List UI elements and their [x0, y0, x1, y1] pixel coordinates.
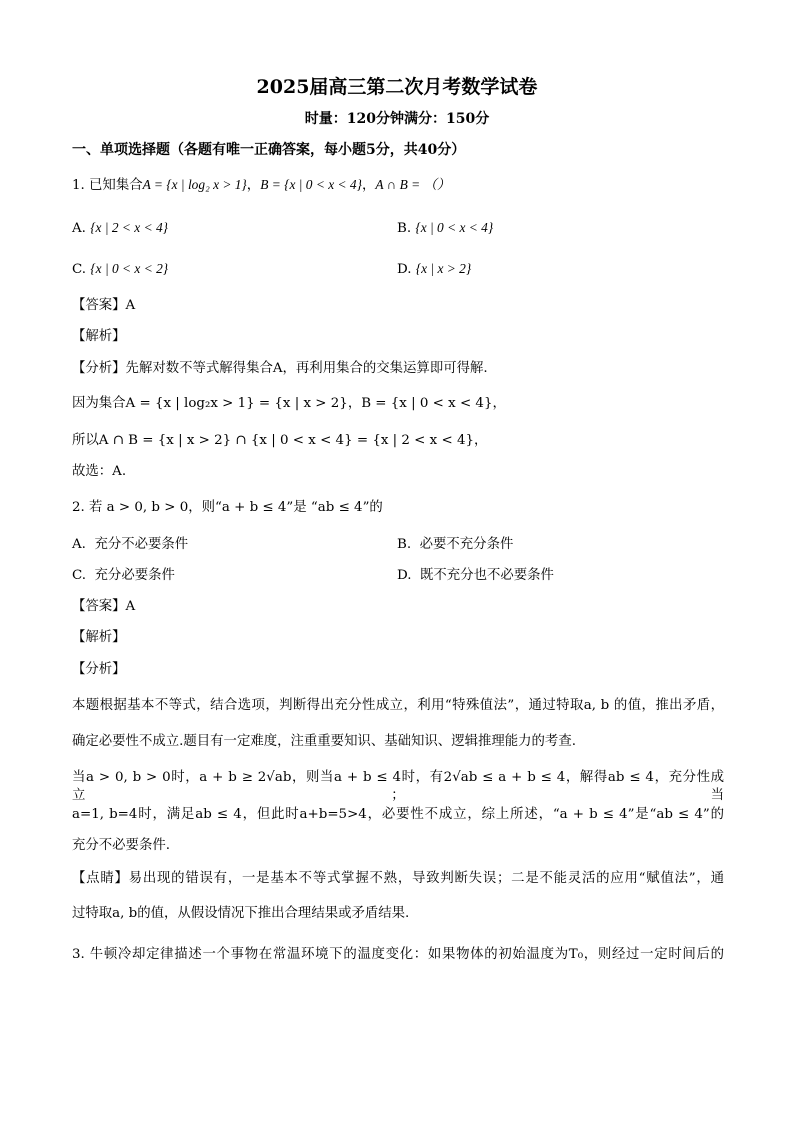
q2-option-b [397, 536, 513, 554]
option-text: 充分必要条件 [94, 568, 175, 583]
q2-stem: 2. 若 a > 0, b > 0，则“a + b ≤ 4”是 “ab ≤ 4”的 [72, 500, 383, 515]
q1-stem [72, 176, 450, 195]
q1-option-b [397, 219, 493, 238]
option-label: C. [72, 568, 87, 583]
q2-para-2-line-3: 充分不必要条件. [72, 838, 170, 853]
exam-time-score: 时量：120分钟满分：150分 [304, 111, 490, 127]
section-heading: 一、单项选择题（各题有唯一正确答案，每小题5分，共40分） [72, 142, 466, 158]
q1-answer: 【答案】A [72, 298, 136, 313]
q2-para-2-line-1: 当a > 0, b > 0时，a + b ≥ 2√ab，则当a + b ≤ 4时，有2√ab ≤ a + b ≤ 4，解得ab ≤ 4，充分性成立；当 [72, 770, 724, 803]
page-title: 2025届高三第二次月考数学试卷 [256, 76, 538, 98]
option-label: D. [397, 568, 412, 583]
q1-analysis-tag: 【解析】 [72, 329, 126, 344]
option-label: B. [397, 537, 412, 552]
q2-option-c [72, 567, 175, 585]
q2-dianjing-line-2: 过特取a, b的值，从假设情况下推出合理结果或矛盾结果. [72, 906, 410, 921]
q2-option-d [397, 567, 554, 585]
q1-solution-line-2: 所以A ∩ B = {x | x > 2} ∩ {x | 0 < x < 4} = {x | 2 < x < 4}， [72, 433, 488, 448]
option-text: {x | 2 < x < 4} [90, 220, 169, 235]
q2-para-1-line-2: 确定必要性不成立.题目有一定难度，注重重要知识、基础知识、逻辑推理能力的考查. [72, 734, 576, 749]
q1-solution-line-3: 故选：A. [72, 464, 127, 479]
q2-dianjing-line-1: 【点睛】易出现的错误有，一是基本不等式掌握不熟，导致判断失误；二是不能灵活的应用“赋值法”，通 [72, 871, 724, 886]
option-label: D. [397, 262, 412, 277]
q2-fenxi-tag: 【分析】 [72, 662, 126, 677]
option-label: C. [72, 262, 87, 277]
q1-set-b: B = {x | 0 < x < 4} [260, 177, 362, 192]
q1-set-a: A = {x | log₂ x > 1} [142, 177, 247, 192]
q1-fenxi: 【分析】先解对数不等式解得集合A，再利用集合的交集运算即可得解. [72, 361, 488, 376]
q1-sep: ， [246, 178, 261, 193]
option-text: {x | x > 2} [415, 261, 472, 276]
q3-stem: 3. 牛顿冷却定律描述一个事物在常温环境下的温度变化：如果物体的初始温度为T₀，则经过一定时间后的 [72, 947, 724, 962]
q1-sep: ， [361, 178, 376, 193]
q1-option-a [72, 219, 168, 238]
option-text: 必要不充分条件 [419, 537, 514, 552]
q2-answer: 【答案】A [72, 599, 136, 614]
option-text: 既不充分也不必要条件 [420, 568, 554, 583]
q2-para-1-line-1: 本题根据基本不等式，结合选项，判断得出充分性成立，利用“特殊值法”，通过特取a, b 的值，推出矛盾， [72, 698, 724, 713]
q1-option-d [397, 260, 471, 279]
q1-stem-prefix: 1. 已知集合 [72, 178, 143, 193]
option-label: A. [72, 221, 86, 236]
option-text: 充分不必要条件 [94, 537, 189, 552]
q2-option-a [72, 536, 188, 554]
option-label: B. [397, 221, 412, 236]
q1-ask: A ∩ B = （） [375, 177, 451, 192]
option-label: A. [72, 537, 86, 552]
q1-solution-line-1: 因为集合A = {x | log₂x > 1} = {x | x > 2}，B = {x | 0 < x < 4}， [72, 396, 506, 411]
option-text: {x | 0 < x < 2} [90, 261, 169, 276]
q1-option-c [72, 260, 168, 279]
q2-analysis-tag: 【解析】 [72, 630, 126, 645]
q2-para-2-line-2: a=1, b=4时，满足ab ≤ 4，但此时a+b=5>4，必要性不成立，综上所述，“a + b ≤ 4”是“ab ≤ 4”的 [72, 807, 724, 822]
option-text: {x | 0 < x < 4} [415, 220, 494, 235]
